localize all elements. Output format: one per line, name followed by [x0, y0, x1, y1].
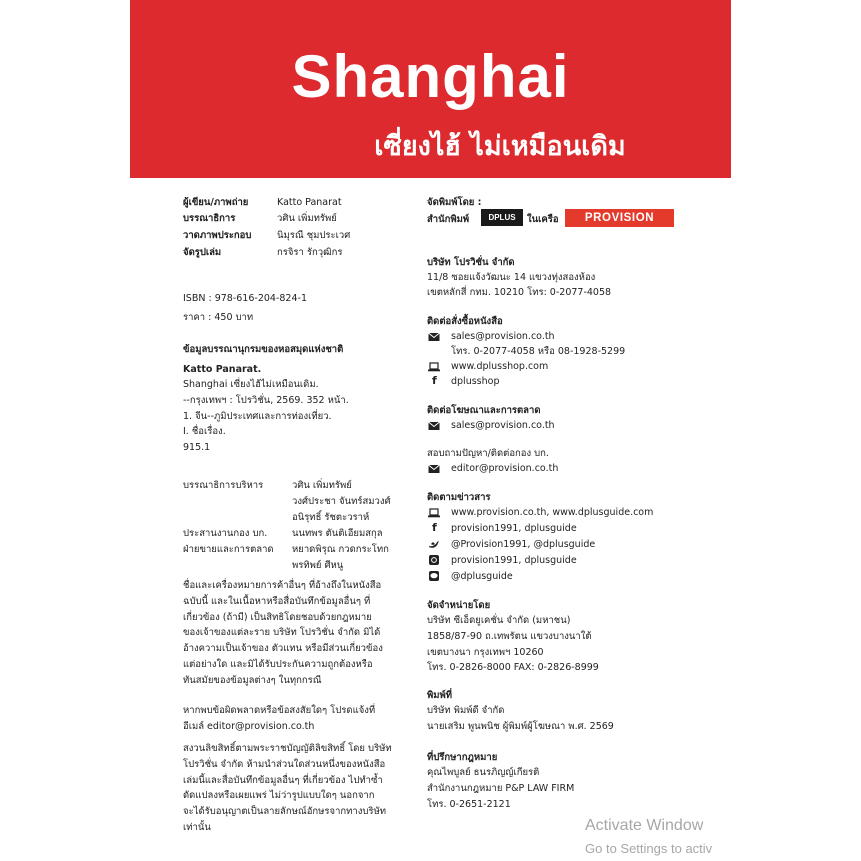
distributor-info — [427, 613, 717, 676]
news-heading: ติดตามข่าวสาร — [427, 492, 491, 503]
disclaimer-line: ทันสมัยของข้อมูลต่างๆ ในทุกกรณี — [183, 674, 322, 686]
price: ราคา : 450 บาท — [183, 312, 254, 323]
laptop-icon — [428, 362, 440, 372]
disclaimer-line: แต่อย่างใด และมิได้รับประกันความถูกต้องหรือ — [183, 658, 373, 670]
book-title: Shanghai — [291, 43, 570, 110]
catalog-heading: ข้อมูลบรรณานุกรมของหอสมุดแห่งชาติ — [183, 344, 344, 355]
disclaimer-line: อ้างความเป็นเจ้าของ ตัวแทน หรือมีส่วนเกี่ยวข้อง — [183, 643, 383, 655]
publisher-mid: ในเครือ — [527, 214, 559, 225]
news-web[interactable]: www.provision.co.th, www.dplusguide.com — [451, 507, 654, 518]
distributor-line: โทร. 0-2826-8000 FAX: 0-2826-8999 — [427, 662, 599, 674]
staff-label: ประสานงานกอง บก. — [183, 528, 268, 539]
instagram-icon — [428, 555, 440, 565]
ads-heading: ติดต่อโฆษณาและการตลาด — [427, 405, 541, 416]
facebook-icon: f — [432, 374, 437, 387]
credit-value: กรจิรา รักวุฒิกร — [277, 247, 343, 258]
email-icon — [428, 332, 440, 342]
legal-line: สำนักงานกฎหมาย P&P LAW FIRM — [427, 782, 575, 794]
isbn: ISBN : 978-616-204-824-1 — [183, 293, 307, 304]
provision-logo: PROVISION — [565, 209, 674, 227]
credit-label: วาดภาพประกอบ — [183, 230, 252, 241]
order-facebook[interactable]: dplusshop — [451, 376, 500, 387]
activate-windows-watermark: Activate Window — [585, 817, 704, 834]
printer-line: บริษัท พิมพ์ดี จำกัด — [427, 705, 505, 716]
distributor-line: 1858/87-90 ถ.เทพรัตน แขวงบางนาใต้ — [427, 630, 592, 642]
distributor-line: บริษัท ซีเอ็ดยูเคชั่น จำกัด (มหาชน) — [427, 615, 571, 626]
disclaimer-line: จะได้รับอนุญาตเป็นลายลักษณ์อักษรจากทางบริษัท — [183, 806, 387, 818]
staff-names — [292, 478, 422, 525]
staff-names — [292, 542, 422, 574]
legal-heading: ที่ปรึกษากฎหมาย — [427, 752, 498, 763]
title-banner — [130, 0, 731, 178]
news-facebook[interactable]: provision1991, dplusguide — [451, 523, 577, 534]
staff-label: ฝ่ายขายและการตลาด — [183, 544, 274, 555]
disclaimer-line: ชื่อและเครื่องหมายการค้าอื่นๆ ที่อ้างถึงในหนังสือ — [183, 580, 382, 591]
publisher-prefix: สำนักพิมพ์ — [427, 214, 470, 225]
company-name: บริษัท โปรวิชั่น จำกัด — [427, 257, 515, 268]
disclaimer-line: เท่านั้น — [183, 821, 211, 833]
copyright-notice — [183, 741, 411, 836]
facebook-icon: f — [432, 521, 437, 534]
line-app-icon — [428, 571, 440, 581]
laptop-icon — [428, 508, 440, 518]
legal-line: โทร. 0-2651-2121 — [427, 798, 511, 810]
catalog-author: Katto Panarat. — [183, 364, 262, 375]
twitter-icon — [428, 539, 440, 549]
staff-name: นนทพร ตันติเอียมสกุล — [292, 528, 383, 539]
order-email[interactable]: sales@provision.co.th — [451, 331, 555, 342]
disclaimer-line: เกี่ยวข้อง (ถ้ามี) เป็นสิทธิโดยชอบด้วยกฎหมาย — [183, 611, 372, 623]
email-icon — [428, 464, 440, 474]
disclaimer-line: อีเมล์ editor@provision.co.th — [183, 720, 315, 732]
publisher-heading: จัดพิมพ์โดย : — [427, 197, 482, 208]
dplus-logo: DPLUS — [481, 209, 523, 226]
printer-heading: พิมพ์ที่ — [427, 690, 453, 701]
trademark-disclaimer — [183, 578, 411, 689]
news-line[interactable]: @dplusguide — [451, 571, 513, 582]
credit-value: วศิน เพิ่มทรัพย์ — [277, 213, 337, 224]
distributor-line: เขตบางนา กรุงเทพฯ 10260 — [427, 646, 544, 658]
book-page — [130, 0, 731, 861]
catalog-line: Shanghai เซี่ยงไฮ้ไม่เหมือนเดิม. — [183, 379, 319, 390]
printer-line: นายเสริม พูนพนิช ผู้พิมพ์ผู้โฆษณา พ.ศ. 2569 — [427, 720, 614, 732]
disclaimer-line: ฉบับนี้ และในเนื้อหาหรือสื่อบันทึกข้อมูลอื่นๆ ที่ — [183, 595, 371, 607]
book-subtitle: เซี่ยงไฮ้ ไม่เหมือนเดิม — [374, 131, 626, 162]
credit-value: Katto Panarat — [277, 197, 342, 208]
credit-value: นิมุรณี ชุมประเวศ — [277, 230, 351, 241]
disclaimer-line: หากพบข้อผิดพลาดหรือข้อสงสัยใดๆ โปรดแจ้งที่ — [183, 705, 376, 716]
distributor-heading: จัดจำหน่ายโดย — [427, 600, 491, 611]
order-web[interactable]: www.dplusshop.com — [451, 361, 549, 372]
catalog-entry — [183, 377, 411, 456]
company-address: เขตหลักสี่ กทม. 10210 โทร: 0-2077-4058 — [427, 287, 612, 298]
staff-label: บรรณาธิการบริหาร — [183, 480, 264, 491]
staff-name: วงศ์ประชา จันทร์สมวงศ์ — [292, 495, 391, 507]
printer-info — [427, 703, 717, 735]
ads-email[interactable]: sales@provision.co.th — [451, 420, 555, 431]
catalog-line: I. ชื่อเรื่อง. — [183, 426, 226, 438]
disclaimer-line: เล่มนี้และสื่อบันทึกข้อมูลอื่นๆ ที่เกี่ยวข้อง ไปทำซ้ำ — [183, 774, 383, 786]
catalog-line: 915.1 — [183, 442, 211, 454]
credit-label: บรรณาธิการ — [183, 213, 236, 224]
email-icon — [428, 421, 440, 431]
order-heading: ติดต่อสั่งซื้อหนังสือ — [427, 316, 503, 327]
catalog-line: --กรุงเทพฯ : โปรวิชั่น, 2569. 352 หน้า. — [183, 394, 349, 406]
credit-label: จัดรูปเล่ม — [183, 247, 222, 258]
disclaimer-line: สงวนลิขสิทธิ์ตามพระราชบัญญัติลิขสิทธิ์ โดย บริษัท — [183, 743, 392, 754]
inquiry-heading: สอบถามปัญหา/ติดต่อกอง บก. — [427, 448, 549, 459]
company-address: 11/8 ซอยแจ้งวัฒนะ 14 แขวงทุ่งสองห้อง — [427, 272, 596, 283]
activate-windows-hint: Go to Settings to activ — [585, 841, 713, 856]
disclaimer-line: ดัดแปลงหรือเผยแพร่ ไม่ว่ารูปแบบใดๆ นอกจาก — [183, 790, 375, 802]
staff-name: หยาดพิรุณ กวดกระโทก — [292, 544, 389, 555]
legal-line: คุณไพบูลย์ ธนรภิญญ์เกียรติ — [427, 767, 540, 778]
staff-name: พรทิพย์ ศีหนู — [292, 559, 344, 571]
disclaimer-line: ของเจ้าของแต่ละราย บริษัท โปรวิชั่น จำกัด มิได้ — [183, 627, 381, 639]
legal-info — [427, 765, 717, 812]
order-phone: โทร. 0-2077-4058 หรือ 08-1928-5299 — [451, 346, 626, 357]
news-twitter[interactable]: @Provision1991, @dplusguide — [451, 539, 596, 550]
error-report-note — [183, 703, 411, 735]
catalog-line: 1. จีน--ภูมิประเทศและการท่องเที่ยว. — [183, 410, 332, 422]
credit-label: ผู้เขียน/ภาพถ่าย — [183, 197, 249, 208]
inquiry-email[interactable]: editor@provision.co.th — [451, 463, 559, 474]
staff-name: อนิรุทธิ์ รัชตะวราห์ — [292, 511, 370, 523]
staff-name: วศิน เพิ่มทรัพย์ — [292, 480, 352, 491]
disclaimer-line: โปรวิชั่น จำกัด ห้ามนำส่วนใดส่วนหนึ่งของหนังสือ — [183, 758, 386, 770]
news-instagram[interactable]: provision1991, dplusguide — [451, 555, 577, 566]
